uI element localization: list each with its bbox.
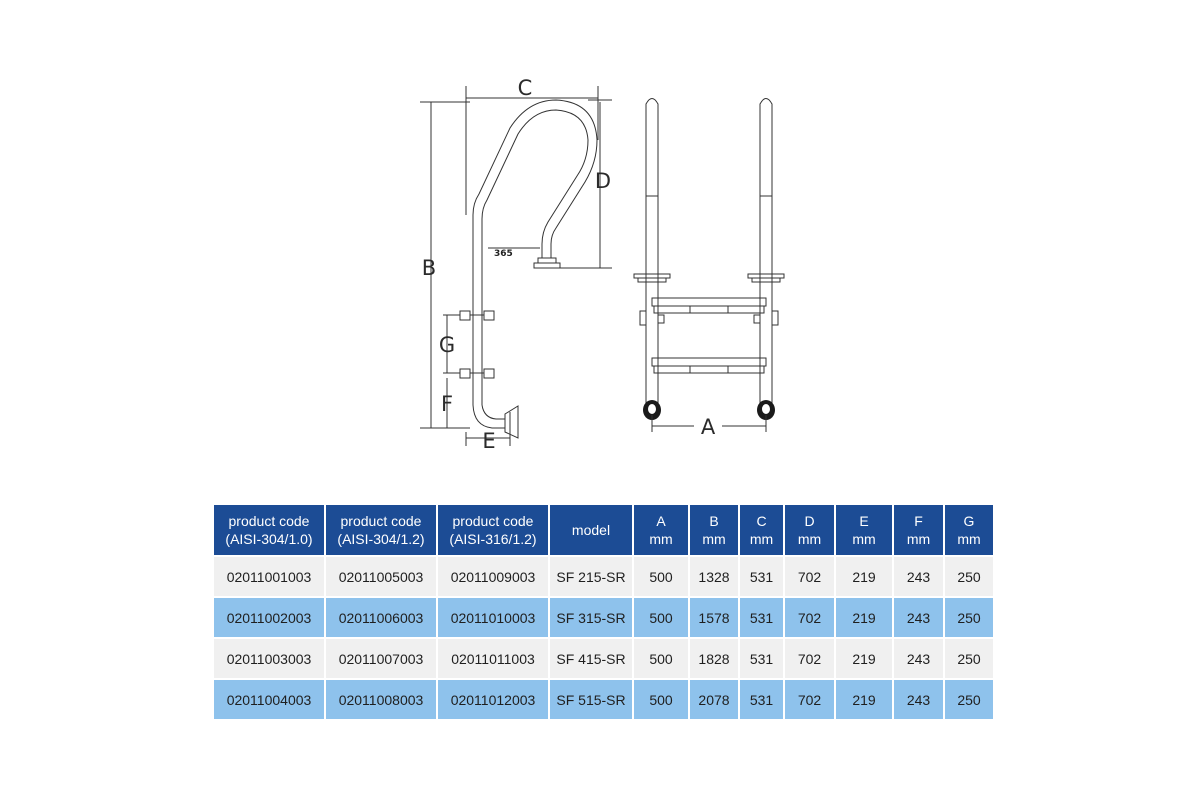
table-cell: 531 bbox=[740, 557, 783, 598]
table-cell: 250 bbox=[945, 557, 993, 598]
table-cell: 500 bbox=[634, 598, 688, 639]
table-header-text: (AISI-304/1.0) bbox=[225, 531, 313, 547]
table-row bbox=[214, 557, 993, 598]
table-cell: 243 bbox=[894, 598, 943, 639]
table-cell: SF 415-SR bbox=[550, 639, 632, 680]
table-header-cell bbox=[690, 505, 738, 557]
table-cell: 02011004003 bbox=[214, 680, 324, 721]
table-header-text: mm bbox=[797, 531, 822, 547]
table-cell: 250 bbox=[945, 598, 993, 639]
table-header-cell bbox=[550, 505, 632, 557]
dim-label-f: F bbox=[440, 392, 454, 416]
table-cell: 702 bbox=[785, 557, 834, 598]
table-cell: 02011010003 bbox=[438, 598, 548, 639]
table-cell: SF 515-SR bbox=[550, 680, 632, 721]
table-cell: 500 bbox=[634, 639, 688, 680]
table-header-cell bbox=[836, 505, 892, 557]
table-cell: SF 215-SR bbox=[550, 557, 632, 598]
table-header-cell bbox=[326, 505, 436, 557]
table-header-cell bbox=[894, 505, 943, 557]
table-cell: 02011002003 bbox=[214, 598, 324, 639]
table-cell: 02011003003 bbox=[214, 639, 324, 680]
table-cell: 219 bbox=[836, 639, 892, 680]
table-cell: 702 bbox=[785, 639, 834, 680]
table-header-text: model bbox=[571, 522, 611, 538]
table-cell: 02011007003 bbox=[326, 639, 436, 680]
table-cell: 1328 bbox=[690, 557, 738, 598]
table-cell: 250 bbox=[945, 639, 993, 680]
table-header-text: (AISI-316/1.2) bbox=[449, 531, 537, 547]
table-header-text: product code bbox=[228, 513, 310, 529]
spec-table bbox=[212, 505, 995, 721]
table-cell: 702 bbox=[785, 598, 834, 639]
dim-label-g: G bbox=[438, 333, 456, 357]
table-body bbox=[214, 557, 993, 721]
table-header-cell bbox=[214, 505, 324, 557]
table-cell: 531 bbox=[740, 639, 783, 680]
dim-label-b: B bbox=[421, 256, 437, 280]
table-header-text: mm bbox=[702, 531, 726, 547]
table-cell: 243 bbox=[894, 639, 943, 680]
table-cell: 2078 bbox=[690, 680, 738, 721]
table-header-text: mm bbox=[749, 531, 774, 547]
table-cell: 243 bbox=[894, 557, 943, 598]
table-header-text: A bbox=[656, 513, 666, 529]
table-cell: 02011001003 bbox=[214, 557, 324, 598]
table-header-text: product code bbox=[452, 513, 534, 529]
table-header-text: mm bbox=[852, 531, 876, 547]
table-cell: 1828 bbox=[690, 639, 738, 680]
table-header-cell bbox=[785, 505, 834, 557]
table-cell: 531 bbox=[740, 598, 783, 639]
table-header-text: D bbox=[804, 513, 815, 529]
table-cell: 219 bbox=[836, 680, 892, 721]
table-cell: 02011011003 bbox=[438, 639, 548, 680]
table-header-cell bbox=[634, 505, 688, 557]
table-header-text: B bbox=[709, 513, 719, 529]
table-header-cell bbox=[438, 505, 548, 557]
table-cell: 02011008003 bbox=[326, 680, 436, 721]
ladder-side-view bbox=[420, 76, 612, 453]
table-header-text: product code bbox=[340, 513, 422, 529]
table-row bbox=[214, 598, 993, 639]
table-cell: 02011005003 bbox=[326, 557, 436, 598]
table-header-text: (AISI-304/1.2) bbox=[337, 531, 425, 547]
dim-label-365: 365 bbox=[494, 249, 513, 259]
dim-label-d: D bbox=[594, 169, 612, 193]
dim-label-c: C bbox=[517, 76, 533, 100]
table-header-text: E bbox=[859, 513, 869, 529]
table-cell: 500 bbox=[634, 557, 688, 598]
table-cell: SF 315-SR bbox=[550, 598, 632, 639]
table-cell: 1578 bbox=[690, 598, 738, 639]
table-cell: 500 bbox=[634, 680, 688, 721]
table-header-text: C bbox=[756, 513, 767, 529]
table-cell: 702 bbox=[785, 680, 834, 721]
table-row bbox=[214, 639, 993, 680]
table-cell: 531 bbox=[740, 680, 783, 721]
dim-label-e: E bbox=[482, 429, 496, 453]
table-cell: 02011006003 bbox=[326, 598, 436, 639]
table-cell: 250 bbox=[945, 680, 993, 721]
table-cell: 219 bbox=[836, 557, 892, 598]
table-cell: 219 bbox=[836, 598, 892, 639]
table-header-text: F bbox=[914, 513, 923, 529]
table-header-cell bbox=[740, 505, 783, 557]
table-header-row bbox=[214, 505, 993, 557]
table-header-text: mm bbox=[649, 531, 673, 547]
table-cell: 243 bbox=[894, 680, 943, 721]
table-row bbox=[214, 680, 993, 721]
table-cell: 02011009003 bbox=[438, 557, 548, 598]
table-header-text: mm bbox=[906, 531, 931, 547]
table-cell: 02011012003 bbox=[438, 680, 548, 721]
ladder-front-view bbox=[634, 99, 784, 440]
table-header-text: G bbox=[963, 513, 975, 529]
table-header-cell bbox=[945, 505, 993, 557]
table-header-text: mm bbox=[957, 531, 981, 547]
dim-label-a: A bbox=[700, 415, 716, 439]
